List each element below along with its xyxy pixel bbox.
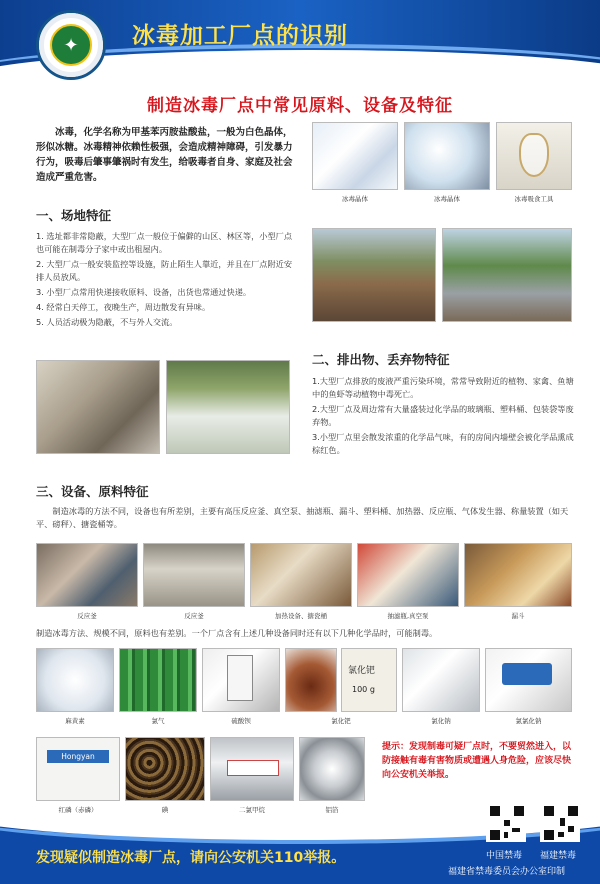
photo-chlorine-cylinders: [119, 648, 197, 712]
caption-chem-4: 氯化钯: [331, 717, 351, 725]
photo-palladium-chloride-bottle: [341, 648, 397, 712]
intro-paragraph: 冰毒，化学名称为甲基苯丙胺盐酸盐，一般为白色晶体，形似冰糖。冰毒精神依赖性极强，会造成精神障碍，引发暴力行为，吸毒后肇事肇祸时有发生，给吸毒者自身、家庭及社会造成严重危害。: [36, 127, 293, 183]
photo-sodium-chloride: [402, 648, 480, 712]
list-item: 4. 经常白天停工，夜晚生产，周边散发有异味。: [36, 302, 211, 312]
list-item: 3.小型厂点里会散发浓重的化学品气味，有的房间内墙壁会被化学品熏成棕红色。: [312, 432, 574, 455]
caption-equip-2: 反应釜: [184, 612, 204, 620]
caption-top-1: 冰毒晶体: [342, 195, 368, 203]
photo-filter-flask: [357, 543, 459, 607]
photo-ephedrine: [36, 648, 114, 712]
section1-list: [36, 230, 298, 331]
caption-chem2-3: 二氯甲烷: [239, 806, 265, 814]
photo-reactor-1: [36, 543, 138, 607]
qr-code-china-antidrug-icon: [486, 802, 526, 842]
org-fujian-antidrug: 福建禁毒: [540, 851, 577, 861]
caption-top-2: 冰毒晶体: [434, 195, 460, 203]
photo-heating-equipment: [250, 543, 352, 607]
section2-title: 二、排出物、丢弃物特征: [312, 352, 450, 367]
photo-meth-crystal-2: [404, 122, 490, 190]
caption-chem-6: 氯氯化钠: [515, 717, 542, 725]
label-weight: 100 g: [352, 685, 375, 694]
org-china-antidrug: 中国禁毒: [486, 851, 523, 861]
report-slogan: 发现疑似制造冰毒厂点，请向公安机关110举报。: [36, 850, 346, 866]
main-title: 制造冰毒厂点中常见原料、设备及特征: [147, 96, 453, 116]
caption-equip-1: 反应釜: [77, 612, 97, 620]
caption-chem2-2: 碘: [161, 806, 169, 814]
caption-chem-2: 氯气: [151, 717, 165, 725]
photo-aluminum-foil: [299, 737, 365, 801]
section3-title: 三、设备、原料特征: [36, 484, 149, 499]
label-palladium-chloride: 氯化钯: [348, 666, 376, 676]
caption-equip-3: 加热设备、搪瓷桶: [275, 612, 327, 620]
section1-title: 一、场地特征: [36, 208, 112, 223]
list-item: 2.大型厂点及周边常有大量盛装过化学品的玻璃瓶、塑料桶、包装袋等废弃物。: [312, 404, 574, 427]
photo-reactor-2: [143, 543, 245, 607]
photo-waste-bottles: [166, 360, 290, 454]
photo-palladium-chloride-powder: [285, 648, 337, 712]
photo-red-phosphorus: [36, 737, 120, 801]
caption-top-3: 冰毒吸食工具: [514, 195, 554, 203]
section2-list: [312, 375, 574, 459]
photo-smoking-tool: [496, 122, 572, 190]
photo-sodium-hydride: [485, 648, 572, 712]
photo-funnel: [464, 543, 572, 607]
caption-chem-1: 麻黄素: [65, 717, 85, 725]
list-item: 1. 选址都非常隐蔽，大型厂点一般位于偏僻的山区、林区等，小型厂点也可能在制毒分子家中或出租屋内。: [36, 231, 293, 254]
list-item: 5. 人员活动极为隐蔽，不与外人交流。: [36, 317, 178, 327]
list-item: 3. 小型厂点常用快递接收原料、设备，出货也常通过快递。: [36, 287, 252, 297]
caption-chem-3: 硫酸钡: [231, 717, 251, 725]
qr-code-fujian-antidrug-icon: [540, 802, 580, 842]
photo-lab-room: [36, 360, 160, 454]
narcotics-control-emblem-icon: ✦: [36, 10, 106, 80]
photo-village-house-1: [312, 228, 436, 322]
photo-barium-sulfate: [202, 648, 280, 712]
section3-paragraph-1: 制造冰毒的方法不同，设备也有所差别，主要有高压反应釜、真空泵、抽滤瓶、漏斗、塑料桶、加热器、反应瓶、气体发生器、称量装置（如天平、磅秤）、搪瓷桶等。: [36, 506, 569, 529]
caption-chem2-4: 铝箔: [325, 806, 339, 814]
photo-village-house-2: [442, 228, 572, 322]
caption-equip-4: 抽滤瓶,真空泵: [387, 612, 429, 620]
caption-equip-5: 漏斗: [511, 612, 525, 620]
caption-chem-5: 氯化钠: [431, 717, 451, 725]
page-title: 冰毒加工厂点的识别: [132, 22, 348, 49]
list-item: 2. 大型厂点一般安装监控等设施，防止陌生人靠近，并且在厂点附近安排人员放风。: [36, 259, 293, 282]
printer-credit: 福建省禁毒委员会办公室印制: [448, 867, 566, 877]
photo-dichloromethane: [210, 737, 294, 801]
label-brand: Hongyan: [47, 750, 109, 763]
warning-tip: 提示：发现制毒可疑厂点时，不要贸然进入，以防接触有毒有害物质或遭遇人身危险，应该尽快向公安机关举报。: [382, 742, 572, 780]
caption-chem2-1: 红磷（赤磷）: [58, 806, 98, 814]
section3-paragraph-2: 制造冰毒方法、规模不同，原料也有差别。一个厂点含有上述几种设备同时还有以下几种化学品时，可能制毒。: [36, 628, 438, 638]
photo-iodine: [125, 737, 205, 801]
list-item: 1.大型厂点排放的废液严重污染环境，常常导致附近的植物、家禽、鱼塘中的鱼虾等动植物中毒死亡。: [312, 376, 574, 399]
photo-meth-crystal-1: [312, 122, 398, 190]
